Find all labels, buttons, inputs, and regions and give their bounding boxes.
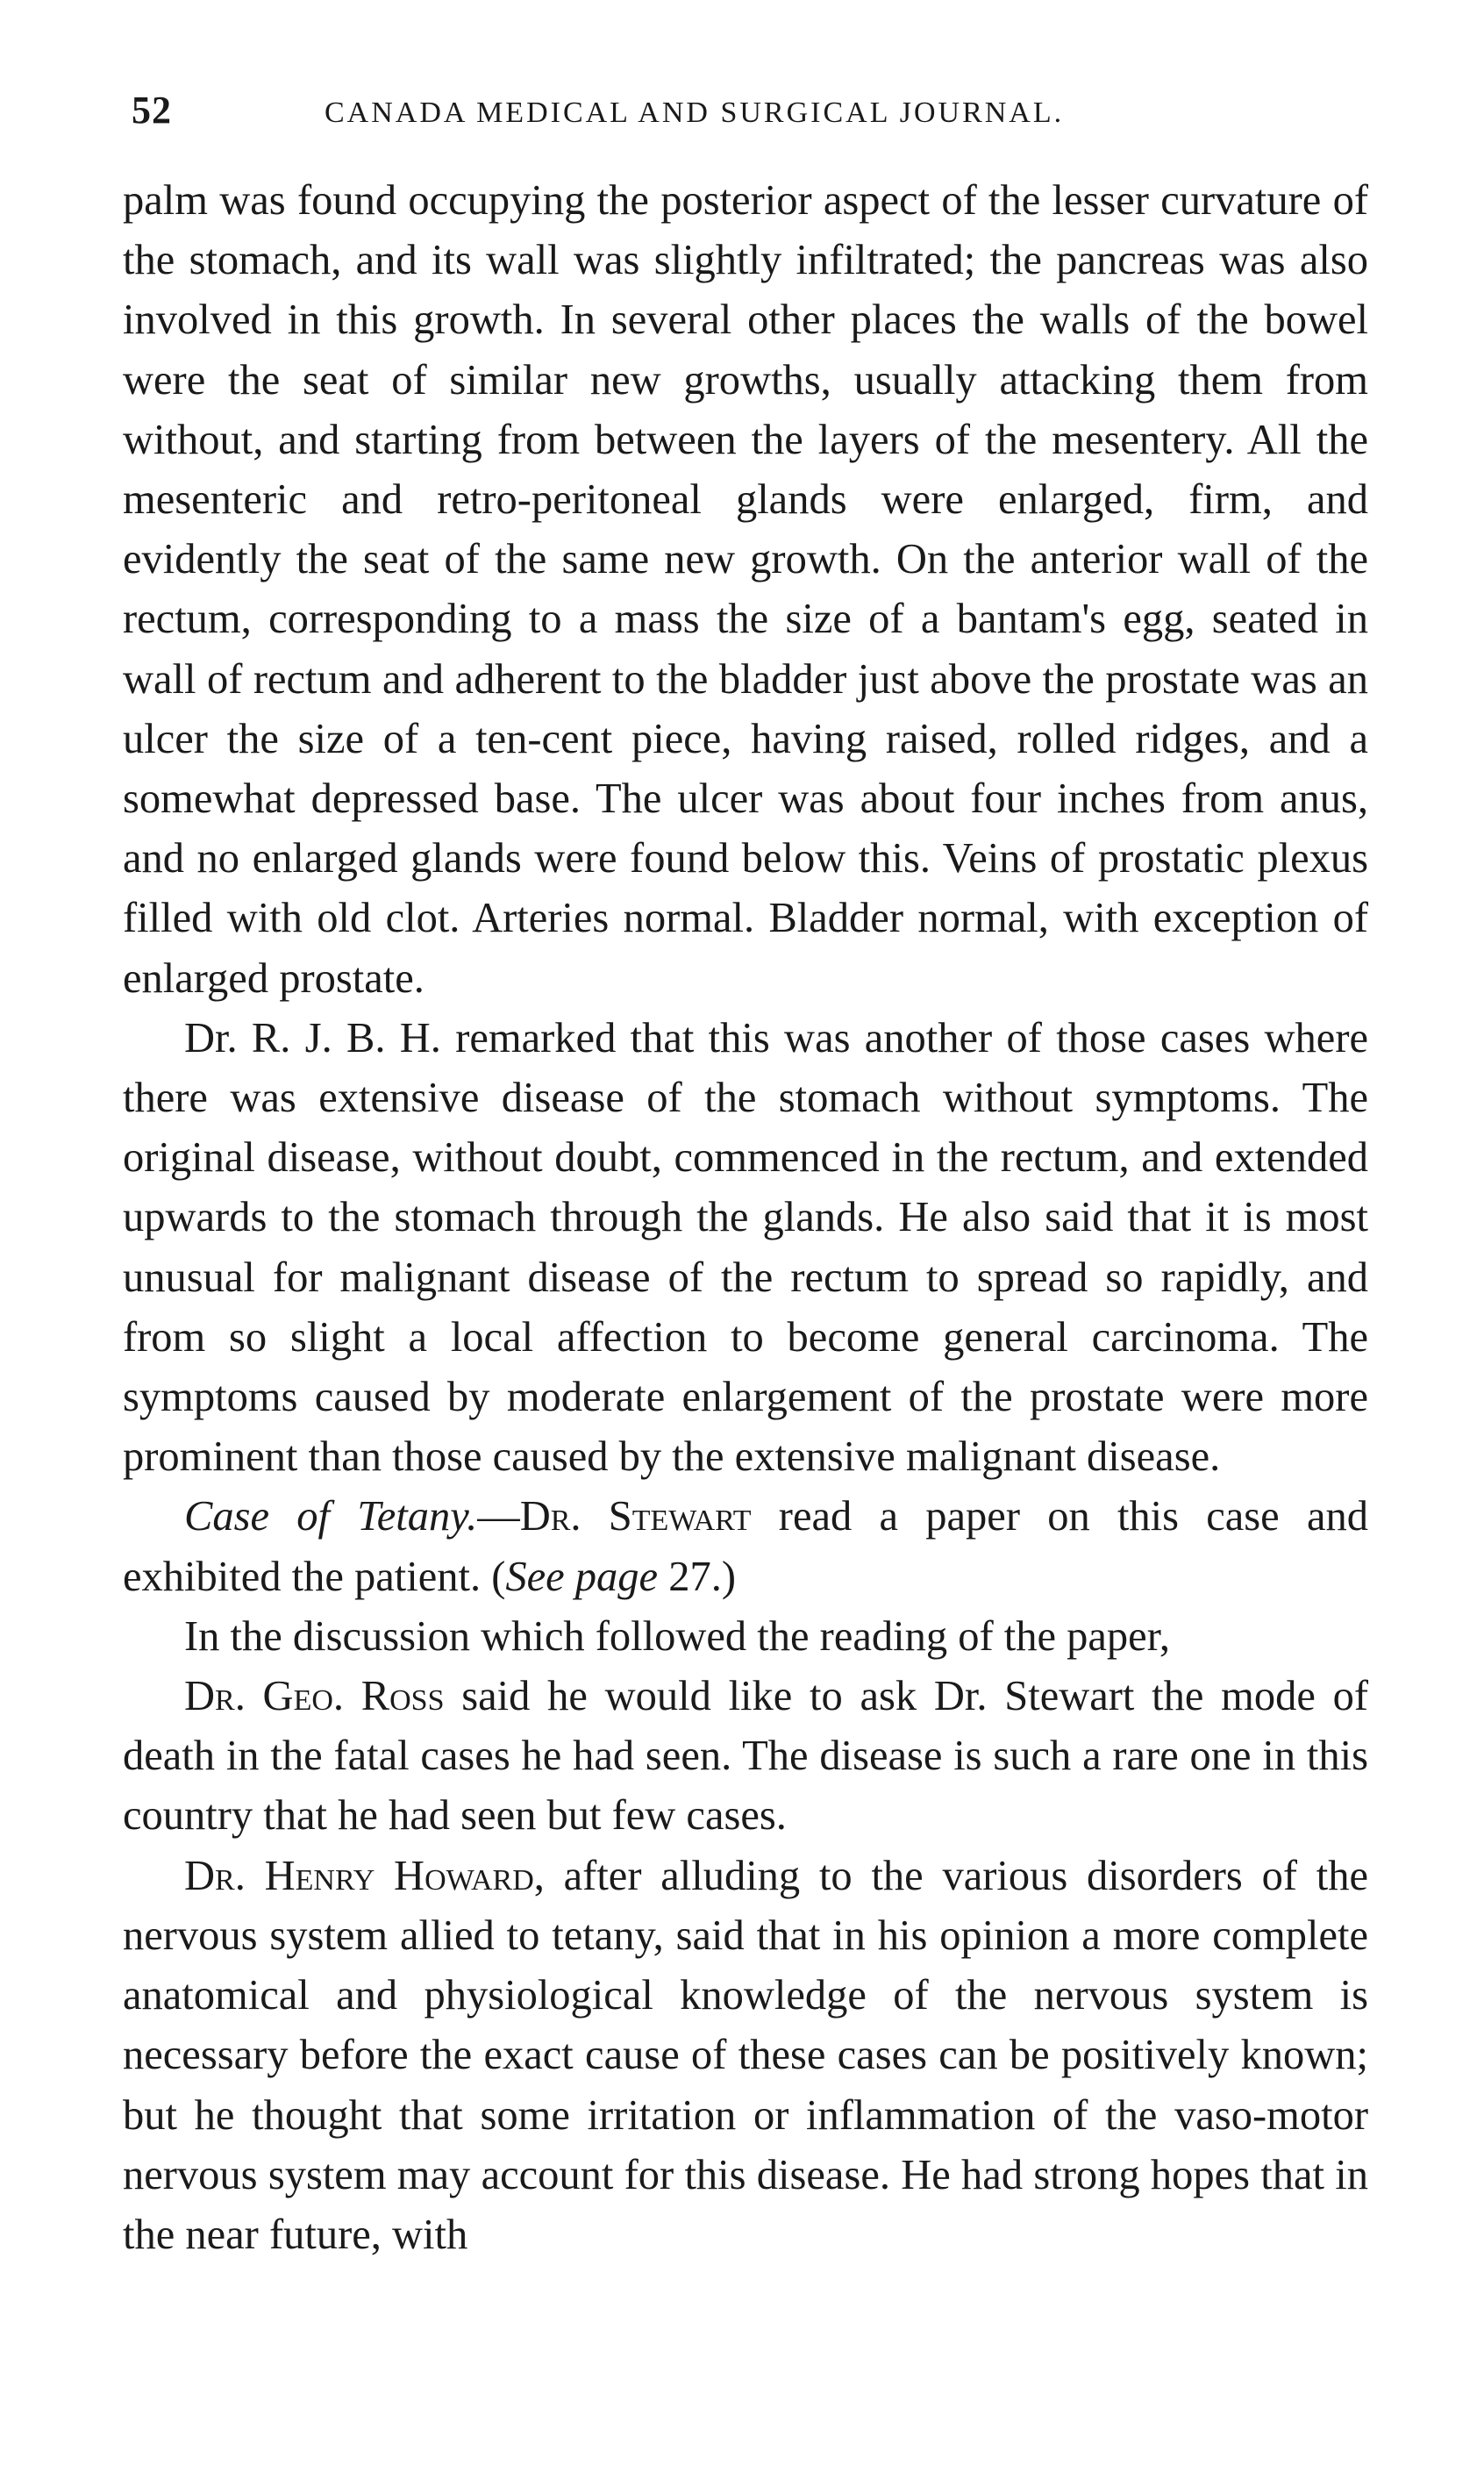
paragraph-text: palm was found occupying the posterior aspect of the lesser curvature of the stomach, and its wall was slightly infiltrated; the pancreas was also involved in this growth. In several other places the walls of the bowel were the seat of similar new growths, usually attacking them from without, and starting from between the layers of the mesentery. All the mesenteric and retro-peritoneal glands were enlarged, firm, and evidently the seat of the same new growth. On the anterior wall of the rectum, corresponding to a mass the size of a bantam's egg, seated in wall of rectum and adherent to the bladder just above the prostate was an ulcer the size of a ten-cent piece, having raised, rolled ridges, and a somewhat depressed base. The ulcer was about four inches from anus, and no enlarged glands were found below this. Veins of prostatic plexus filled with old clot. Arteries normal. Bladder normal, with exception of enlarged prostate. (123, 177, 1368, 1002)
paragraph-ross (123, 1667, 1368, 1847)
paragraph-remarks (123, 1009, 1368, 1488)
paragraph-text: said he would like to ask Dr. Stewart the mode of death in the fatal cases he had seen. The disease is such a rare one in this country that he had seen but few cases. (123, 1673, 1369, 1840)
paragraph-discussion-intro (123, 1607, 1368, 1667)
case-title: Case of Tetany. (184, 1493, 478, 1540)
speaker-name: —Dr. Stewart (477, 1493, 752, 1540)
speaker-name: Dr. Henry Howard, (184, 1852, 545, 1899)
article-body (123, 171, 1368, 2265)
paragraph-text: In the discussion which followed the reading of the paper, (184, 1612, 1171, 1660)
page-reference-number: 27.) (658, 1553, 736, 1600)
page-reference: See page (505, 1553, 659, 1600)
running-head (132, 88, 1359, 140)
paragraph-case-of-tetany (123, 1487, 1368, 1606)
journal-title: CANADA MEDICAL AND SURGICAL JOURNAL. (325, 96, 1065, 129)
paragraph-autopsy-findings (123, 171, 1368, 1009)
paragraph-text: after alluding to the various disorders of the nervous system allied to tetany, said that in his opinion a more complete anatomical and physiological knowledge of the nervous system is necessary before the exact cause of these cases can be positively known; but he thought that some irritation or inflammation of the vaso-motor nervous system may account for this disease. He had strong hopes that in the near future, with (123, 1852, 1368, 2258)
page-number: 52 (132, 89, 172, 132)
paragraph-howard (123, 1847, 1368, 2265)
speaker-name: Dr. Geo. Ross (184, 1673, 445, 1720)
paragraph-text: Dr. R. J. B. H. remarked that this was another of those cases where there was extensive disease of the stomach without symptoms. The original disease, without doubt, commenced in the rectum, and extended upwards to the stomach through the glands. He also said that it is most unusual for malignant disease of the rectum to spread so rapidly, and from so slight a local affection to become general carcinoma. The symptoms caused by moderate enlargement of the prostate were more prominent than those caused by the extensive malignant disease. (123, 1014, 1368, 1481)
paragraph-text: read a paper on this case and exhibited the patient. ( (123, 1493, 1368, 1600)
